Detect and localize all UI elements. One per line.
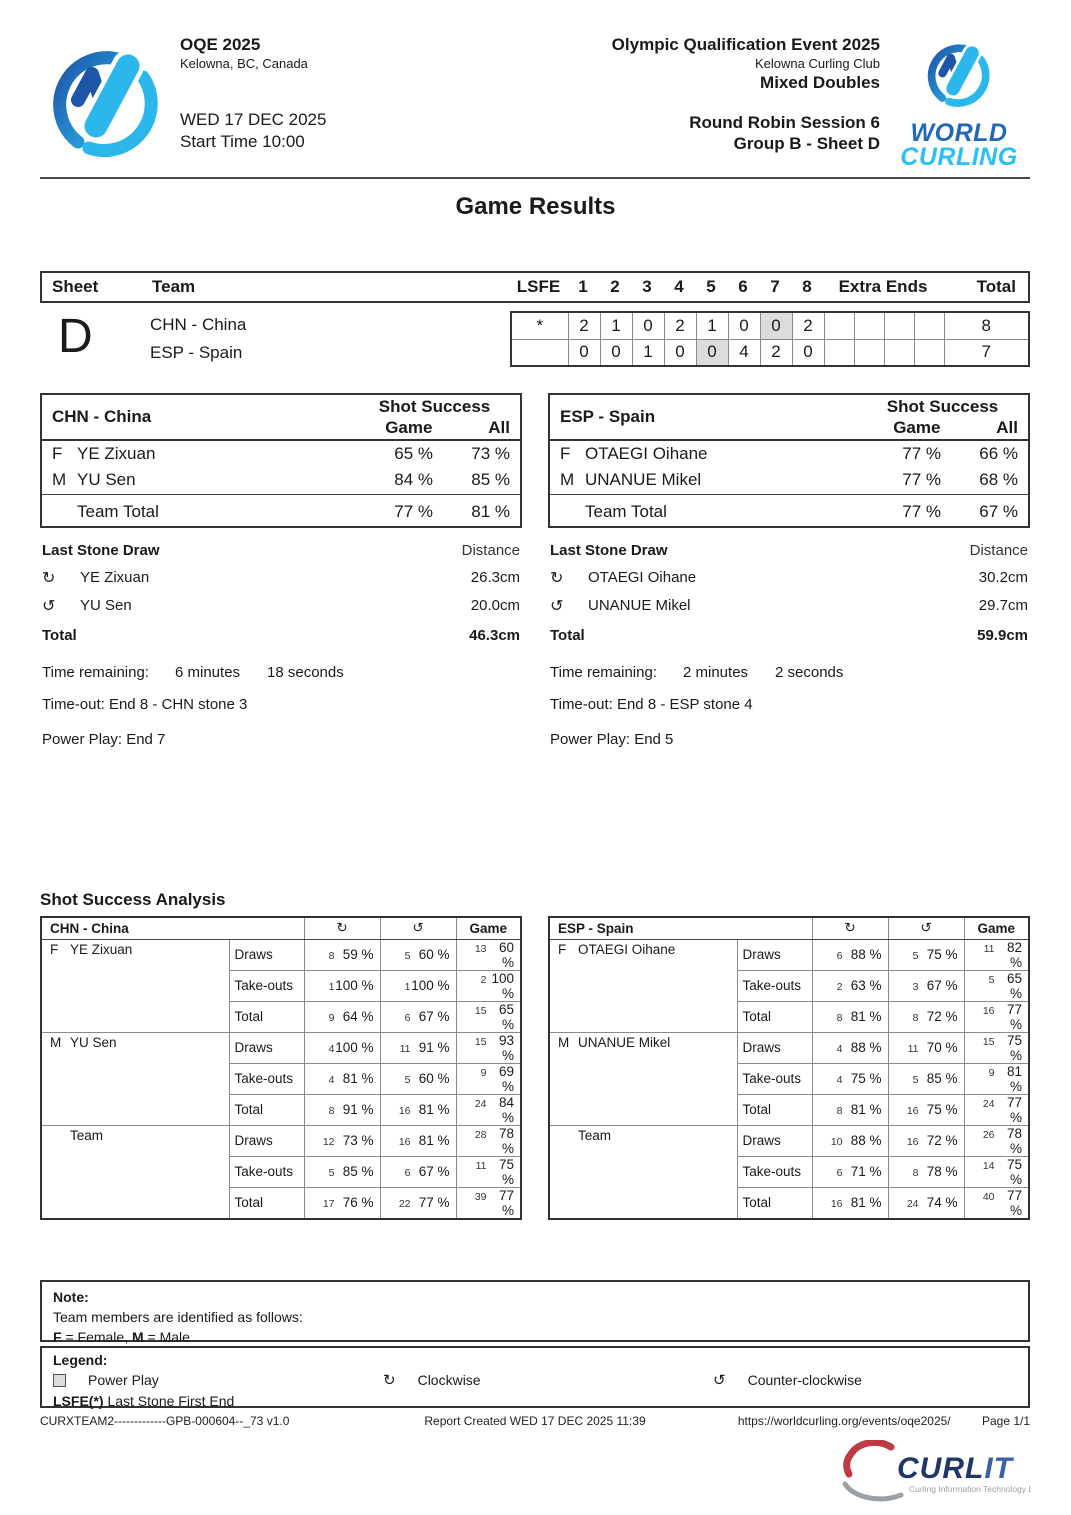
legend-box xyxy=(40,1346,1030,1408)
analysis-row: Total 8 81 % 8 72 % 16 77 % xyxy=(549,1001,1029,1032)
analysis-row: Total 16 81 % 24 74 % 40 77 % xyxy=(549,1187,1029,1219)
analysis-row: Total 17 76 % 22 77 % 39 77 % xyxy=(41,1187,521,1219)
sheet-letter: D xyxy=(58,310,93,363)
player-game-pct: 65 % xyxy=(394,444,433,463)
analysis-team-row-label: Team xyxy=(549,1125,737,1219)
world-curling-mark-icon xyxy=(40,34,172,172)
lsd-distance: 29.7cm xyxy=(978,597,1028,614)
lsd-row xyxy=(550,568,1028,587)
time-remaining-esp: Time remaining: 2 minutes 2 seconds xyxy=(550,664,844,681)
player-row xyxy=(549,440,1029,467)
lsd-total-label: Total xyxy=(42,627,77,644)
team-name-chn: CHN - China xyxy=(150,315,247,334)
curlit-logo-icon xyxy=(839,1440,1031,1506)
analysis-row: F OTAEGI Oihane Draws 6 88 % 5 75 % 11 82 % xyxy=(549,939,1029,970)
event-name: Olympic Qualification Event 2025 xyxy=(611,35,880,54)
team-total-row xyxy=(41,494,521,527)
team-total-label: Team Total xyxy=(585,494,857,527)
lsd-distance-label: Distance xyxy=(461,542,520,559)
col-header-game: Game xyxy=(456,917,521,939)
counter-clockwise-icon: ↺ xyxy=(888,917,964,939)
col-header-end-7: 7 xyxy=(770,277,780,296)
col-header-game: Game xyxy=(385,418,433,437)
player-row xyxy=(41,440,521,467)
page-title: Game Results xyxy=(455,193,616,220)
lsfe-marker: * xyxy=(511,312,568,339)
analysis-row: M YU Sen Draws 4 100 % 11 91 % 15 93 % xyxy=(41,1032,521,1063)
extra-end-cell xyxy=(884,339,914,366)
power-play-swatch-icon xyxy=(53,1374,66,1387)
analysis-player: M UNANUE Mikel xyxy=(549,1032,737,1125)
last-stone-draw-esp xyxy=(548,542,1030,644)
counter-clockwise-icon: ↺ xyxy=(550,596,564,615)
player-gender: F xyxy=(52,444,63,463)
shot-success-label: Shot Success xyxy=(378,397,491,416)
power-play-cell: 0 xyxy=(760,312,792,339)
report-code: CURXTEAM2-------------GPB-000604--_73 v1.0 xyxy=(40,1414,290,1428)
player-gender: M xyxy=(52,470,67,490)
analysis-row: Take-outs 6 71 % 8 78 % 14 75 % xyxy=(549,1156,1029,1187)
event-date: WED 17 DEC 2025 xyxy=(180,110,327,129)
counter-clockwise-icon: ↺ xyxy=(713,1371,726,1389)
player-all-pct: 66 % xyxy=(979,444,1018,463)
power-play-chn: Power Play: End 7 xyxy=(42,731,166,748)
report-created: Report Created WED 17 DEC 2025 11:39 xyxy=(424,1414,646,1428)
scoreboard xyxy=(40,271,1030,367)
scoreboard-header xyxy=(40,271,1030,303)
analysis-row: Total 8 81 % 16 75 % 24 77 % xyxy=(549,1094,1029,1125)
analysis-player: M YU Sen xyxy=(41,1032,229,1125)
analysis-team-row-label: Team xyxy=(41,1125,229,1219)
note-title: Note: xyxy=(53,1289,89,1305)
lsd-title: Last Stone Draw xyxy=(42,542,160,559)
player-game-pct: 77 % xyxy=(902,470,941,490)
analysis-row: Take-outs 1 100 % 1 100 % 2 100 % xyxy=(41,970,521,1001)
lsd-distance: 30.2cm xyxy=(978,569,1028,586)
power-play-esp: Power Play: End 5 xyxy=(550,731,674,748)
lsd-total-distance: 59.9cm xyxy=(977,627,1028,644)
analysis-player: F OTAEGI Oihane xyxy=(549,939,737,1032)
col-header-total: Total xyxy=(976,277,1016,296)
analysis-row: Take-outs 4 81 % 5 60 % 9 69 % xyxy=(41,1063,521,1094)
extra-end-cell xyxy=(884,312,914,339)
team-total-game-pct: 77 % xyxy=(349,494,441,527)
header-divider xyxy=(40,177,1030,179)
player-name: YU Sen xyxy=(77,470,136,490)
extra-end-cell xyxy=(914,312,944,339)
player-name: OTAEGI Oihane xyxy=(585,444,708,463)
discipline: Mixed Doubles xyxy=(760,73,880,92)
player-all-pct: 68 % xyxy=(979,470,1018,490)
shot-success-table-chn xyxy=(40,393,522,528)
analysis-row: Take-outs 2 63 % 3 67 % 5 65 % xyxy=(549,970,1029,1001)
score-grid xyxy=(510,311,1030,367)
counter-clockwise-icon: ↺ xyxy=(42,596,56,615)
start-time: Start Time 10:00 xyxy=(180,132,305,151)
team-total-game-pct: 77 % xyxy=(857,494,949,527)
analysis-row: Team Draws 10 88 % 16 72 % 26 78 % xyxy=(549,1125,1029,1156)
clockwise-icon: ↻ xyxy=(550,568,564,587)
player-row xyxy=(549,467,1029,494)
lsd-row xyxy=(42,596,520,615)
time-out-esp: Time-out: End 8 - ESP stone 4 xyxy=(550,696,753,713)
extra-end-cell xyxy=(854,312,884,339)
clockwise-icon: ↻ xyxy=(304,917,380,939)
score-row-esp: 0 0 1 0 0 4 2 0 7 xyxy=(511,339,1029,366)
col-header-all: All xyxy=(488,418,510,437)
analysis-team-name: ESP - Spain xyxy=(549,917,812,939)
power-play-cell: 0 xyxy=(696,339,728,366)
report-header xyxy=(0,0,1071,177)
analysis-row: Take-outs 5 85 % 6 67 % 11 75 % xyxy=(41,1156,521,1187)
lsd-distance-label: Distance xyxy=(969,542,1028,559)
world-curling-mark-icon xyxy=(920,34,998,116)
lsd-total-row xyxy=(550,627,1028,644)
player-row xyxy=(41,467,521,494)
world-curling-logo xyxy=(888,34,1030,177)
player-gender: F xyxy=(560,444,571,463)
analysis-table-esp xyxy=(548,916,1030,1220)
lsd-player-name: UNANUE Mikel xyxy=(588,597,691,614)
report-footer xyxy=(40,1414,1030,1428)
panel-team-name: ESP - Spain xyxy=(549,394,857,440)
analysis-row: F YE Zixuan Draws 8 59 % 5 60 % 13 60 % xyxy=(41,939,521,970)
lsd-row xyxy=(550,596,1028,615)
lsd-total-row xyxy=(42,627,520,644)
lsd-total-label: Total xyxy=(550,627,585,644)
col-header-team: Team xyxy=(152,277,196,296)
col-header-end-6: 6 xyxy=(738,277,748,296)
analysis-row: Total 9 64 % 6 67 % 15 65 % xyxy=(41,1001,521,1032)
player-game-pct: 77 % xyxy=(902,444,941,463)
analysis-table-chn xyxy=(40,916,522,1220)
group-sheet-label: Group B - Sheet D xyxy=(733,134,880,153)
col-header-end-8: 8 xyxy=(802,277,812,296)
team-name-esp: ESP - Spain xyxy=(150,343,243,362)
shot-success-table-esp xyxy=(548,393,1030,528)
clockwise-icon: ↻ xyxy=(42,568,56,587)
analysis-row: Total 8 91 % 16 81 % 24 84 % xyxy=(41,1094,521,1125)
col-header-end-5: 5 xyxy=(706,277,716,296)
col-header-lsfe: LSFE xyxy=(516,277,561,296)
extra-end-cell xyxy=(824,312,854,339)
player-game-pct: 84 % xyxy=(394,470,433,490)
legend-counter-clockwise: ↺ Counter-clockwise xyxy=(713,1371,862,1389)
col-header-game: Game xyxy=(893,418,941,437)
lsd-player-name: YE Zixuan xyxy=(80,569,150,586)
time-out-chn: Time-out: End 8 - CHN stone 3 xyxy=(42,696,248,713)
time-remaining-chn: Time remaining: 6 minutes 18 seconds xyxy=(42,664,344,681)
extra-end-cell xyxy=(824,339,854,366)
svg-text:Curling Information Technology: Curling Information Technology Ltd. xyxy=(909,1484,1031,1494)
header-left-block xyxy=(180,34,326,177)
scoreboard-body xyxy=(40,311,1030,367)
team-total-all-pct: 81 % xyxy=(441,494,521,527)
page-number: Page 1/1 xyxy=(981,1414,1031,1428)
total-score-chn: 8 xyxy=(944,312,1029,339)
lsfe-marker xyxy=(511,339,568,366)
team-panel-esp xyxy=(548,393,1030,748)
player-name: YE Zixuan xyxy=(77,444,156,463)
team-total-label: Team Total xyxy=(77,494,349,527)
col-header-end-1: 1 xyxy=(578,277,588,296)
analysis-title: Shot Success Analysis xyxy=(40,890,226,909)
extra-end-cell xyxy=(854,339,884,366)
analysis-row: M UNANUE Mikel Draws 4 88 % 11 70 % 15 75 % xyxy=(549,1032,1029,1063)
player-name: UNANUE Mikel xyxy=(585,470,702,490)
last-stone-draw-chn xyxy=(40,542,522,644)
event-url-link[interactable]: https://worldcurling.org/events/oqe2025/ xyxy=(737,1414,951,1428)
svg-text:CURLIT: CURLIT xyxy=(897,1452,1013,1485)
curlit-logo xyxy=(839,1440,1031,1511)
player-all-pct: 85 % xyxy=(471,470,510,490)
lsd-row xyxy=(42,568,520,587)
session-label: Round Robin Session 6 xyxy=(689,113,880,132)
analysis-player: F YE Zixuan xyxy=(41,939,229,1032)
analysis-row: Take-outs 4 75 % 5 85 % 9 81 % xyxy=(549,1063,1029,1094)
col-header-end-4: 4 xyxy=(674,277,684,296)
lsd-total-distance: 46.3cm xyxy=(469,627,520,644)
clockwise-icon: ↻ xyxy=(812,917,888,939)
panel-team-name: CHN - China xyxy=(41,394,349,440)
lsd-player-name: YU Sen xyxy=(80,597,132,614)
player-all-pct: 73 % xyxy=(471,444,510,463)
lsd-title: Last Stone Draw xyxy=(550,542,668,559)
note-box xyxy=(40,1280,1030,1345)
col-header-sheet: Sheet xyxy=(52,277,99,296)
legend-title: Legend: xyxy=(53,1352,108,1368)
world-curling-logo-mark xyxy=(40,34,172,177)
note-line: Team members are identified as follows: xyxy=(53,1309,303,1325)
analysis-team-name: CHN - China xyxy=(41,917,304,939)
lsd-distance: 20.0cm xyxy=(470,597,520,614)
world-curling-wordmark-world: WORLD xyxy=(910,119,1008,147)
clockwise-icon: ↻ xyxy=(383,1371,396,1389)
extra-end-cell xyxy=(914,339,944,366)
legend-clockwise: ↻ Clockwise xyxy=(383,1371,481,1389)
legend-lsfe: LSFE(*) Last Stone First End xyxy=(53,1393,235,1409)
col-header-extra-ends: Extra Ends xyxy=(838,277,928,296)
header-right-block xyxy=(612,34,880,177)
total-score-esp: 7 xyxy=(944,339,1029,366)
team-panel-chn xyxy=(40,393,522,748)
legend-power-play: Power Play xyxy=(53,1372,383,1388)
note-gender-key: F = Female, M = Male xyxy=(53,1329,190,1345)
world-curling-wordmark-curling: CURLING xyxy=(900,143,1018,171)
score-row-chn: * 2 1 0 2 1 0 0 2 8 xyxy=(511,312,1029,339)
col-header-end-2: 2 xyxy=(610,277,620,296)
lsd-distance: 26.3cm xyxy=(470,569,520,586)
col-header-game: Game xyxy=(964,917,1029,939)
event-location: Kelowna, BC, Canada xyxy=(180,56,308,71)
player-gender: M xyxy=(560,470,575,490)
event-code: OQE 2025 xyxy=(180,35,261,54)
counter-clockwise-icon: ↺ xyxy=(380,917,456,939)
lsd-player-name: OTAEGI Oihane xyxy=(588,569,697,586)
col-header-end-3: 3 xyxy=(642,277,652,296)
col-header-all: All xyxy=(996,418,1018,437)
team-total-all-pct: 67 % xyxy=(949,494,1029,527)
club-name: Kelowna Curling Club xyxy=(754,56,880,71)
shot-success-label: Shot Success xyxy=(886,397,999,416)
team-total-row xyxy=(549,494,1029,527)
analysis-row: Team Draws 12 73 % 16 81 % 28 78 % xyxy=(41,1125,521,1156)
